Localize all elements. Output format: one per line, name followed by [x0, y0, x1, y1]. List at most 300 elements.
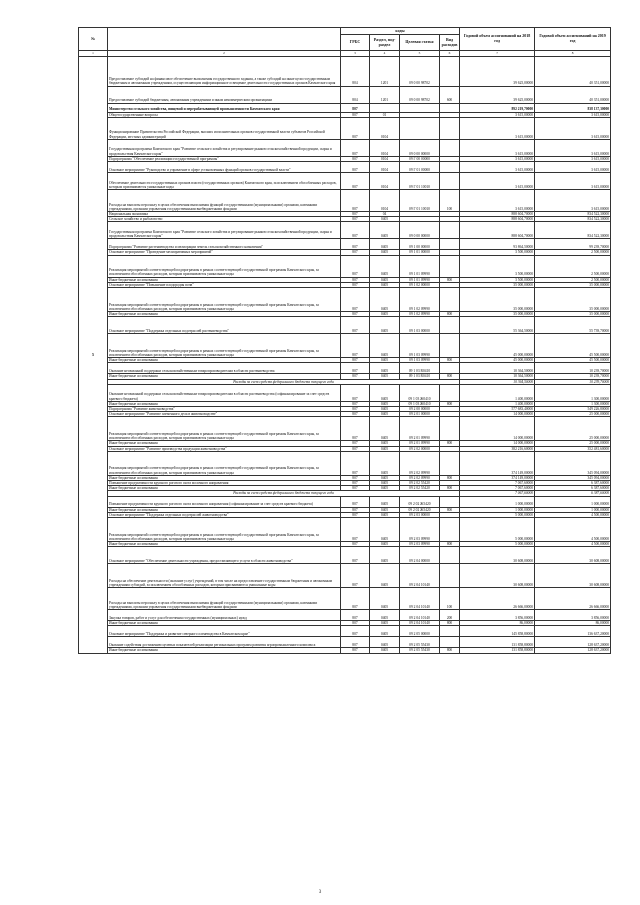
header-col-1: 1 — [79, 51, 108, 57]
row-amount-2019: 25 000,00000 — [535, 441, 611, 446]
header-razdel: Раздел, под-раздел — [370, 35, 400, 51]
row-amount-2019: 26 666,00000 — [535, 588, 611, 610]
row-expense-type — [440, 564, 460, 588]
row-amount-2018: 888 604,70000 — [460, 212, 535, 217]
row-razdel: 0405 — [370, 317, 400, 334]
header-csr: Целевая статья — [400, 35, 440, 51]
row-amount-2019: 4 500,00000 — [535, 518, 611, 542]
row-description: Иные бюджетные ассигнования — [108, 542, 341, 547]
row-amount-2019: 549 226,80000 — [535, 407, 611, 412]
row-target-article: 09 0 00 00000 — [400, 222, 440, 239]
table-row — [79, 564, 611, 588]
row-amount-2019: 6 387,60000 — [535, 491, 611, 496]
row-target-article: 09 Г 01 10010 — [400, 173, 440, 190]
row-grbs: 807 — [341, 239, 370, 250]
row-target-article: 09 1 03 R0410 — [400, 374, 440, 379]
row-expense-type — [440, 162, 460, 173]
row-expense-type: 800 — [440, 374, 460, 379]
row-grbs: 807 — [341, 564, 370, 588]
row-razdel: 0405 — [370, 621, 400, 626]
row-grbs: 807 — [341, 441, 370, 446]
table-row — [79, 86, 611, 103]
row-grbs: 807 — [341, 162, 370, 173]
row-description: Обеспечение деятельности государственных органов власти (государственных органов) Камчатского края, за исключением обособленных расходов, которым присваиваются уникальные коды — [108, 173, 341, 190]
row-description: Основное мероприятие "Проведение мелиоративных мероприятий" — [108, 250, 341, 255]
row-grbs: 807 — [341, 475, 370, 480]
row-amount-2019: 40 351,00000 — [535, 86, 611, 103]
row-target-article: 09 1 01 09990 — [400, 255, 440, 277]
row-grbs: 807 — [341, 547, 370, 564]
table-row — [79, 317, 611, 334]
table-row — [79, 139, 611, 156]
table-row — [79, 637, 611, 648]
row-amount-2018: 1 000,00000 — [460, 507, 535, 512]
row-description: Предоставление субсидий бюджетным, автономным учреждениям и иным некоммерческим организациям — [108, 86, 341, 103]
row-target-article: 09 2 03 00000 — [400, 512, 440, 517]
row-description: Реализация мероприятий соответствующей подпрограммы в рамках соответствующей государственной программы Камчатского края, за исключением обособленных расходов, которым присваиваются уникальные коды — [108, 417, 341, 441]
row-target-article: 09 2 02 55420 — [400, 481, 440, 486]
row-target-article: 09 2 04 10140 — [400, 621, 440, 626]
row-target-article — [400, 117, 440, 139]
header-col-4: 4 — [370, 51, 400, 57]
row-razdel: 0405 — [370, 542, 400, 547]
row-description: Министерство сельского хозяйства, пищевой и перерабатывающей промышленности Камчатского края — [108, 103, 341, 112]
row-grbs: 807 — [341, 222, 370, 239]
row-amount-2018: 93 864,50000 — [460, 239, 535, 250]
row-amount-2019: 25 000,00000 — [535, 412, 611, 417]
row-amount-2019: 55 739,70000 — [535, 317, 611, 334]
row-grbs: 807 — [341, 103, 370, 112]
row-target-article: 09 2 04 10140 — [400, 610, 440, 621]
row-amount-2018: 39 625,00000 — [460, 56, 535, 86]
header-vr: Вид расходов — [440, 35, 460, 51]
row-grbs: 807 — [341, 156, 370, 161]
row-amount-2019: 352 481,60000 — [535, 446, 611, 451]
row-grbs: 807 — [341, 637, 370, 648]
row-amount-2018: 3 615,00000 — [460, 162, 535, 173]
row-description: Основное мероприятие "Поддержка и развитие северного оленеводства в Камчатском крае" — [108, 626, 341, 637]
row-amount-2018: 131 858,80000 — [460, 648, 535, 653]
row-amount-2018: 577 683,40000 — [460, 407, 535, 412]
row-grbs: 804 — [341, 86, 370, 103]
row-expense-type: 800 — [440, 401, 460, 406]
row-description: Расходы на обеспечение деятельности (оказание услуг) учреждений, в том числе на предоставление государственным бюджетным и автономным учреждениям субсидий, за исключением обособленных расходов, которым присваиваются уникальные коды — [108, 564, 341, 588]
row-expense-type: 800 — [440, 621, 460, 626]
row-target-article: 09 2 02 00000 — [400, 446, 440, 451]
row-razdel: 0405 — [370, 588, 400, 610]
row-razdel: 0405 — [370, 407, 400, 412]
header-col-2: 2 — [108, 51, 341, 57]
row-grbs: 804 — [341, 56, 370, 86]
row-amount-2018: 3 500,00000 — [460, 250, 535, 255]
row-amount-2018: 3 615,00000 — [460, 190, 535, 212]
row-razdel: 0405 — [370, 401, 400, 406]
row-expense-type: 800 — [440, 312, 460, 317]
row-amount-2019: 834 522,30000 — [535, 222, 611, 239]
row-expense-type: 800 — [440, 277, 460, 282]
row-amount-2018: 374 149,00000 — [460, 475, 535, 480]
table-row — [79, 384, 611, 401]
row-amount-2018: 10 364,50000 — [460, 363, 535, 374]
row-grbs: 807 — [341, 190, 370, 212]
table-row — [79, 222, 611, 239]
row-amount-2018: 3 615,00000 — [460, 156, 535, 161]
row-target-article: 09 2 01 09990 — [400, 417, 440, 441]
table-row — [79, 648, 611, 653]
row-amount-2018: 382 216,60000 — [460, 446, 535, 451]
row-razdel: 0405 — [370, 547, 400, 564]
row-target-article: 09 2 03 09990 — [400, 542, 440, 547]
row-amount-2019: 128 637,20000 — [535, 648, 611, 653]
row-expense-type — [440, 239, 460, 250]
row-grbs: 807 — [341, 412, 370, 417]
row-amount-2019: 45 500,00000 — [535, 334, 611, 358]
row-razdel: 0405 — [370, 239, 400, 250]
row-amount-2019: 2 500,00000 — [535, 250, 611, 255]
row-description: Иные бюджетные ассигнования — [108, 312, 341, 317]
row-grbs: 807 — [341, 173, 370, 190]
row-description: Иные бюджетные ассигнования — [108, 648, 341, 653]
row-expense-type — [440, 626, 460, 637]
row-expense-type — [440, 547, 460, 564]
row-expense-type — [440, 103, 460, 112]
row-amount-2018: 14 000,00000 — [460, 441, 535, 446]
row-description: Общегосударственные вопросы — [108, 112, 341, 117]
table-row — [79, 56, 611, 86]
row-amount-2019: 834 522,30000 — [535, 212, 611, 217]
row-target-article: 09 1 03 Ж0410 — [400, 384, 440, 401]
row-expense-type — [440, 117, 460, 139]
row-grbs: 807 — [341, 542, 370, 547]
row-amount-2018: 892 219,70000 — [460, 103, 535, 112]
row-expense-type: 600 — [440, 86, 460, 103]
row-description: Иные бюджетные ассигнования — [108, 277, 341, 282]
row-amount-2019: 3 615,00000 — [535, 156, 611, 161]
budget-table-sheet — [78, 27, 610, 654]
row-amount-2018: 374 149,00000 — [460, 451, 535, 475]
row-grbs: 807 — [341, 496, 370, 507]
row-description: Повышение продуктивности крупного рогатого скота молочного направления (софинансирование за счет средств краевого бюджета) — [108, 496, 341, 507]
row-amount-2018: 131 858,80000 — [460, 637, 535, 648]
row-target-article: 09 2 05 55430 — [400, 648, 440, 653]
row-razdel: 0405 — [370, 358, 400, 363]
row-description: Реализация мероприятий соответствующей подпрограммы в рамках соответствующей государственной программы Камчатского края, за исключением обособленных расходов, которым присваиваются уникальные коды — [108, 451, 341, 475]
row-amount-2018: 7 067,60000 — [460, 486, 535, 491]
row-amount-2019: 838 137,30000 — [535, 103, 611, 112]
table-row — [79, 417, 611, 441]
page-number: 3 — [318, 890, 322, 895]
row-razdel: 0405 — [370, 451, 400, 475]
table-row — [79, 451, 611, 475]
row-expense-type: 800 — [440, 486, 460, 491]
row-description: Реализация мероприятий соответствующей подпрограммы в рамках соответствующей государственной программы Камчатского края, за исключением обособленных расходов, которым присваиваются уникальные коды — [108, 255, 341, 277]
row-grbs: 807 — [341, 363, 370, 374]
row-razdel — [370, 103, 400, 112]
row-expense-type — [440, 288, 460, 312]
row-target-article: 09 0 00 98702 — [400, 56, 440, 86]
row-description: Основное мероприятие "Поддержка отдельных подотраслей животноводства" — [108, 512, 341, 517]
row-amount-2019: 1 000,00000 — [535, 507, 611, 512]
row-amount-2018: 7 067,60000 — [460, 491, 535, 496]
row-expense-type — [440, 173, 460, 190]
row-description: Функционирование Правительства Российской Федерации, высших исполнительных органов государственной власти субъектов Российской Федерации, местных администраций — [108, 117, 341, 139]
row-grbs: 807 — [341, 250, 370, 255]
row-razdel: 0405 — [370, 255, 400, 277]
row-description: Иные бюджетные ассигнования — [108, 358, 341, 363]
row-amount-2019: 3 856,00000 — [535, 610, 611, 621]
table-row — [79, 239, 611, 250]
row-grbs: 807 — [341, 112, 370, 117]
row-expense-type — [440, 451, 460, 475]
row-amount-2019: 6 387,60000 — [535, 486, 611, 491]
row-expense-type — [440, 637, 460, 648]
table-row — [79, 117, 611, 139]
row-description: Закупка товаров, работ и услуг для обеспечения государственных (муниципальных) нужд — [108, 610, 341, 621]
table-row — [79, 547, 611, 564]
row-amount-2018: 14 000,00000 — [460, 417, 535, 441]
row-grbs: 807 — [341, 648, 370, 653]
row-grbs: 807 — [341, 139, 370, 156]
row-grbs: 807 — [341, 507, 370, 512]
row-grbs: 807 — [341, 626, 370, 637]
row-amount-2018: 45 000,00000 — [460, 358, 535, 363]
row-razdel: 0405 — [370, 312, 400, 317]
row-amount-2019: 136 637,20000 — [535, 626, 611, 637]
table-row — [79, 363, 611, 374]
header-col-8: 8 — [535, 51, 611, 57]
row-grbs: 807 — [341, 621, 370, 626]
row-grbs: 807 — [341, 374, 370, 379]
row-amount-2019: 3 615,00000 — [535, 173, 611, 190]
row-target-article: 09 1 00 00000 — [400, 239, 440, 250]
row-grbs: 807 — [341, 217, 370, 222]
row-razdel: 0405 — [370, 222, 400, 239]
row-amount-2018: 86,00000 — [460, 621, 535, 626]
row-expense-type: 800 — [440, 507, 460, 512]
row-grbs: 807 — [341, 317, 370, 334]
row-amount-2018: 1 400,00000 — [460, 401, 535, 406]
row-grbs: 807 — [341, 255, 370, 277]
row-target-article: 09 2 01 09990 — [400, 441, 440, 446]
row-target-article: 09 2 02 09990 — [400, 475, 440, 480]
row-expense-type: 200 — [440, 610, 460, 621]
row-amount-2018: 26 666,00000 — [460, 588, 535, 610]
header-num: № — [79, 28, 108, 51]
row-razdel: 0405 — [370, 610, 400, 621]
row-description: Иные бюджетные ассигнования — [108, 401, 341, 406]
row-razdel: 0405 — [370, 374, 400, 379]
row-razdel: 0104 — [370, 162, 400, 173]
row-description: Основное мероприятие "Развитие племенного дела в животноводстве" — [108, 412, 341, 417]
row-amount-2019: 35 000,00000 — [535, 288, 611, 312]
row-amount-2019: 25 000,00000 — [535, 417, 611, 441]
row-description: Реализация мероприятий соответствующей подпрограммы в рамках соответствующей государственной программы Камчатского края, за исключением обособленных расходов, которым присваиваются уникальные коды — [108, 518, 341, 542]
row-description: Иные бюджетные ассигнования — [108, 486, 341, 491]
row-target-article: 09 1 02 09990 — [400, 288, 440, 312]
row-amount-2018: 35 000,00000 — [460, 282, 535, 287]
row-amount-2018: 3 615,00000 — [460, 112, 535, 117]
row-target-article: 09 2 00 00000 — [400, 407, 440, 412]
row-grbs: 807 — [341, 407, 370, 412]
row-amount-2018: 3 615,00000 — [460, 173, 535, 190]
row-description: Подпрограмма "Развитие животноводства" — [108, 407, 341, 412]
row-description: Иные бюджетные ассигнования — [108, 441, 341, 446]
row-grbs: 807 — [341, 518, 370, 542]
table-row — [79, 588, 611, 610]
row-amount-2018: 1 000,00000 — [460, 496, 535, 507]
row-razdel: 0405 — [370, 412, 400, 417]
row-razdel: 0405 — [370, 486, 400, 491]
row-grbs: 807 — [341, 212, 370, 217]
row-razdel: 0405 — [370, 564, 400, 588]
row-target-article: 09 2 05 55430 — [400, 637, 440, 648]
row-amount-2018: 3 615,00000 — [460, 139, 535, 156]
row-razdel: 1201 — [370, 56, 400, 86]
header-col-7: 7 — [460, 51, 535, 57]
row-amount-2018: 3 500,00000 — [460, 255, 535, 277]
row-description: Основное мероприятие "Повышение плодородия почв" — [108, 282, 341, 287]
row-grbs: 807 — [341, 117, 370, 139]
row-target-article: 09 2 04 10140 — [400, 564, 440, 588]
row-razdel: 0405 — [370, 648, 400, 653]
row-target-article: 09 1 03 Ж0410 — [400, 401, 440, 406]
row-amount-2018: 5 000,00000 — [460, 512, 535, 517]
row-amount-2019: 834 522,30000 — [535, 217, 611, 222]
row-target-article: 09 1 03 09990 — [400, 358, 440, 363]
row-target-article: 09 2 05 00000 — [400, 626, 440, 637]
row-razdel: 0405 — [370, 288, 400, 312]
header-col-6: 6 — [440, 51, 460, 57]
row-target-article — [400, 103, 440, 112]
row-target-article: 09 1 03 09990 — [400, 334, 440, 358]
row-amount-2018: 1 400,00000 — [460, 384, 535, 401]
row-amount-2019: 10 239,70000 — [535, 379, 611, 384]
row-razdel: 0104 — [370, 156, 400, 161]
row-target-article: 09 1 03 R0410 — [400, 363, 440, 374]
row-target-article: 09 2 04 00000 — [400, 547, 440, 564]
row-razdel: 0405 — [370, 481, 400, 486]
row-target-article: 09 Г 00 00000 — [400, 156, 440, 161]
row-expense-type: 100 — [440, 588, 460, 610]
row-description: Иные бюджетные ассигнования — [108, 507, 341, 512]
row-razdel: 0405 — [370, 384, 400, 401]
row-amount-2019: 10 239,70000 — [535, 363, 611, 374]
row-description: Подпрограмма "Развитие растениеводства и мелиорации земель сельскохозяйственного назначения" — [108, 239, 341, 250]
row-amount-2019: 4 500,00000 — [535, 512, 611, 517]
row-amount-2019: 6 387,60000 — [535, 481, 611, 486]
row-amount-2019: 3 615,00000 — [535, 162, 611, 173]
row-expense-type — [440, 56, 460, 86]
row-amount-2019: 345 094,00000 — [535, 475, 611, 480]
row-description: Государственная программа Камчатского края "Развитие сельского хозяйства и регулирование рынков сельскохозяйственной продукции, сырья и продовольствия Камчатского края" — [108, 222, 341, 239]
row-grbs: 807 — [341, 277, 370, 282]
row-description: Расходы на выплаты персоналу в целях обеспечения выполнения функций государственными (муниципальными) органами, казенными учреждениями, органами управления государственными внебюджетными фондами — [108, 588, 341, 610]
row-grbs: 807 — [341, 282, 370, 287]
row-target-article: 09 1 03 00000 — [400, 317, 440, 334]
table-row — [79, 288, 611, 312]
row-grbs: 807 — [341, 358, 370, 363]
row-description: Государственная программа Камчатского края "Развитие сельского хозяйства и регулирование рынков сельскохозяйственной продукции, сырья и продовольствия Камчатского края" — [108, 139, 341, 156]
row-target-article: 09 Г 01 00000 — [400, 162, 440, 173]
row-razdel: 0405 — [370, 417, 400, 441]
row-amount-2019: 1 300,00000 — [535, 401, 611, 406]
row-target-article: 09 2 01 00000 — [400, 412, 440, 417]
row-description: Расходы за счет средств федерального бюджета текущего года — [108, 379, 460, 384]
table-row — [79, 626, 611, 637]
row-target-article: 09 Г 01 10010 — [400, 190, 440, 212]
header-col-3: 3 — [341, 51, 370, 57]
table-row — [79, 173, 611, 190]
row-target-article: 09 1 01 09990 — [400, 277, 440, 282]
row-amount-2018: 10 364,50000 — [460, 374, 535, 379]
row-description: Оказание несвязанной поддержки сельскохозяйственным товаропроизводителям в области растениеводства (софинансирование за счет средств краевого бюджета) — [108, 384, 341, 401]
row-razdel: 0405 — [370, 475, 400, 480]
row-expense-type: 800 — [440, 542, 460, 547]
table-row — [79, 103, 611, 112]
row-amount-2019: 1 000,00000 — [535, 496, 611, 507]
row-description: Оказание содействия достижению целевых показателей реализации региональных программ развития агропромышленного комплекса — [108, 637, 341, 648]
row-expense-type — [440, 139, 460, 156]
row-expense-type — [440, 384, 460, 401]
row-amount-2018: 39 625,00000 — [460, 86, 535, 103]
row-amount-2019: 2 500,00000 — [535, 277, 611, 282]
row-expense-type — [440, 334, 460, 358]
header-codes: коды — [341, 28, 460, 35]
row-target-article: 09 2 03 09990 — [400, 518, 440, 542]
row-grbs: 807 — [341, 588, 370, 610]
row-description: Основное мероприятие "Обеспечение деятельности учреждения, предоставляющего услуги в области животноводства" — [108, 547, 341, 564]
row-razdel: 0405 — [370, 217, 400, 222]
row-amount-2018: 35 000,00000 — [460, 288, 535, 312]
row-amount-2019: 35 000,00000 — [535, 312, 611, 317]
row-razdel: 0405 — [370, 282, 400, 287]
table-row — [79, 255, 611, 277]
row-amount-2019: 99 239,70000 — [535, 239, 611, 250]
row-razdel: 01 — [370, 112, 400, 117]
table-row — [79, 518, 611, 542]
row-razdel: 0104 — [370, 173, 400, 190]
row-grbs: 807 — [341, 486, 370, 491]
row-razdel: 0405 — [370, 277, 400, 282]
row-amount-2018: 10 364,50000 — [460, 379, 535, 384]
row-amount-2018: 30 608,00000 — [460, 564, 535, 588]
row-grbs: 807 — [341, 512, 370, 517]
row-description: Подпрограмма "Обеспечение реализации государственной программы" — [108, 156, 341, 161]
row-amount-2019: 3 615,00000 — [535, 112, 611, 117]
row-razdel: 0104 — [370, 117, 400, 139]
row-amount-2019: 4 500,00000 — [535, 542, 611, 547]
row-expense-type — [440, 518, 460, 542]
row-grbs: 807 — [341, 384, 370, 401]
row-target-article: 09 2 02 Ж5420 — [400, 496, 440, 507]
header-col-5: 5 — [400, 51, 440, 57]
row-target-article: 09 1 02 09990 — [400, 312, 440, 317]
row-amount-2018: 45 000,00000 — [460, 334, 535, 358]
row-description: Реализация мероприятий соответствующей подпрограммы в рамках соответствующей государственной программы Камчатского края, за исключением обособленных расходов, которым присваиваются уникальные коды — [108, 288, 341, 312]
row-amount-2019: 3 615,00000 — [535, 139, 611, 156]
row-grbs: 807 — [341, 610, 370, 621]
budget-rows — [79, 56, 611, 653]
row-description: Иные бюджетные ассигнования — [108, 621, 341, 626]
row-grbs: 807 — [341, 288, 370, 312]
row-amount-2019: 2 500,00000 — [535, 255, 611, 277]
row-expense-type — [440, 317, 460, 334]
row-amount-2018: 3 615,00000 — [460, 117, 535, 139]
row-razdel: 0405 — [370, 446, 400, 451]
section-number-cell: 5 — [79, 56, 108, 653]
row-target-article: 09 2 04 10140 — [400, 588, 440, 610]
row-target-article: 09 1 01 00000 — [400, 250, 440, 255]
